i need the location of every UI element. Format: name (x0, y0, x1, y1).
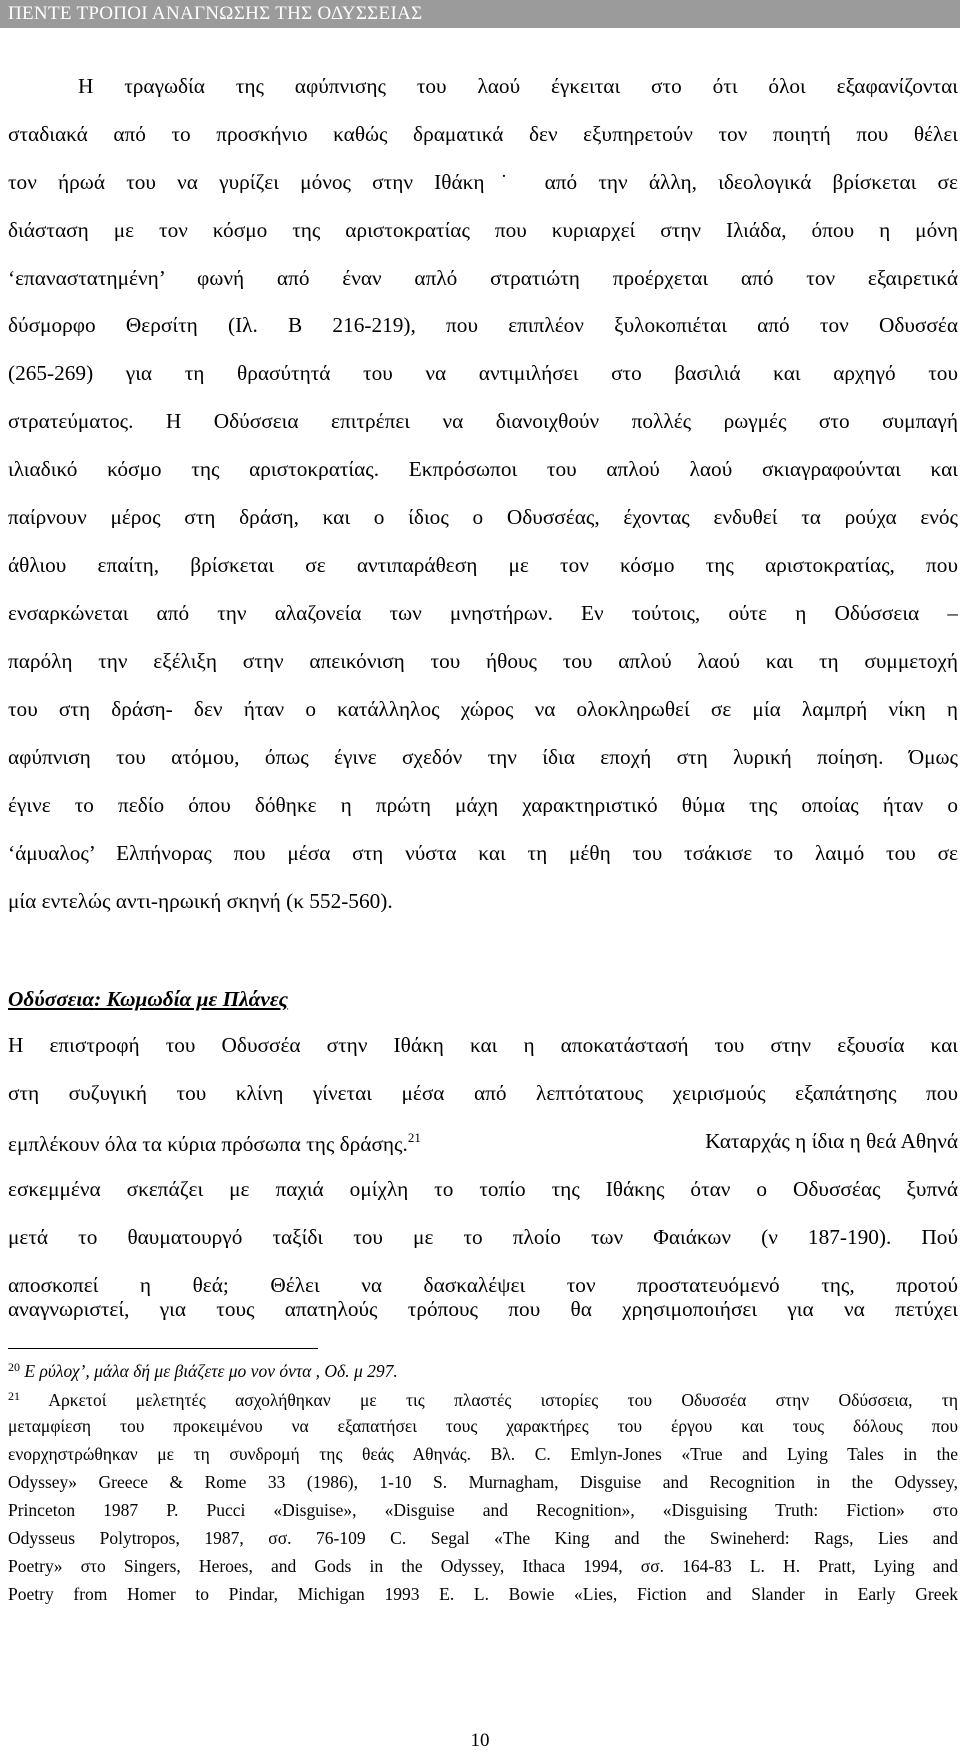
footnote-number: 21 (8, 1390, 20, 1403)
text-line: αφύπνιση του ατόμου, όπως έγινε σχεδόν την ίδια εποχή στη λυρική ποίηση. Όμως (8, 747, 958, 769)
text-line: μία εντελώς αντι-ηρωική σκηνή (κ 552-560). (8, 891, 393, 913)
section-heading-work: Οδύσσεια (8, 987, 95, 1011)
footnote-21-line: Poetry from Homer to Pindar, Michigan 1993 E. L. Bowie «Lies, Fiction and Slander in Early Greek (8, 1586, 958, 1604)
footnote-21-line: Odysseus Polytropos, 1987, σσ. 76-109 C. Segal «The King and the Swineherd: Rags, Lies and (8, 1530, 958, 1548)
text-line: έγινε το πεδίο όπου δόθηκε η πρώτη μάχη χαρακτηριστικό θύμα της οποίας ήταν ο (8, 795, 958, 817)
text-line: στη συζυγική του κλίνη γίνεται μέσα από λεπτότατους χειρισμούς εξαπάτησης που (8, 1083, 958, 1105)
footnote-21-line: μεταμφίεση του προκειμένου να εξαπατήσει τους χαρακτήρες του έργου και τους δόλους που (8, 1418, 958, 1436)
footnote-ref[interactable]: 21 (407, 1131, 421, 1145)
footnote-21-line: Odyssey» Greece & Rome 33 (1986), 1-10 S. Murnagham, Disguise and Recognition in the Odyssey, (8, 1474, 958, 1492)
section-heading-subtitle: : Κωμωδία με Πλάνες (94, 987, 289, 1011)
footnote-text: Ε ρύλοχ’, μάλα δή με βιάζετε μο νον όντα , Οδ. μ 297. (24, 1361, 398, 1381)
text-line (8, 1131, 958, 1155)
text-line: αναγνωριστεί, για τους απατηλούς τρόπους που θα χρησιμοποιήσει για να πετύχει (8, 1299, 958, 1321)
footnote-21-line: Poetry» στο Singers, Heroes, and Gods in the Odyssey, Ithaca 1994, σσ. 164-83 L. H. Pratt, Lying and (8, 1558, 958, 1576)
text-line: (265-269) για τη θρασύτητά του να αντιμιλήσει στο βασιλιά και αρχηγό του (8, 363, 958, 385)
text-fragment-b: Καταρχάς η ίδια η θεά Αθηνά (705, 1131, 958, 1153)
text-line: του στη δράση- δεν ήταν ο κατάλληλος χώρος να ολοκληρωθεί σε μία λαμπρή νίκη η (8, 699, 958, 721)
page-number: 10 (470, 1730, 490, 1751)
text-fragment-a: εμπλέκουν όλα τα κύρια πρόσωπα της δράσης. (8, 1132, 408, 1156)
running-title: ΠΕΝΤΕ ΤΡΟΠΟΙ ΑΝΑΓΝΩΣΗΣ ΤΗΣ ΟΔΥΣΣΕΙΑΣ (8, 3, 423, 24)
text-fragment (8, 1131, 421, 1155)
running-header (0, 0, 960, 28)
text-line: μετά το θαυματουργό ταξίδι του με το πλοίο των Φαιάκων (ν 187-190). Πού (8, 1227, 958, 1249)
footnote-text: Αρκετοί μελετητές ασχολήθηκαν με τις πλαστές ιστορίες του Οδυσσέα στην Οδύσσεια, τη (48, 1390, 958, 1410)
text-line: διάσταση με τον κόσμο της αριστοκρατίας που κυριαρχεί στην Ιλιάδα, όπου η μόνη (8, 220, 958, 242)
text-line: αποσκοπεί η θεά; Θέλει να δασκαλέψει τον προστατευόμενό της, προτού (8, 1275, 958, 1297)
text-line: Η τραγωδία της αφύπνισης του λαού έγκειται στο ότι όλοι εξαφανίζονται (78, 76, 958, 98)
text-line: εσκεμμένα σκεπάζει με παχιά ομίχλη το τοπίο της Ιθάκης όταν ο Οδυσσέας ξυπνά (8, 1179, 958, 1201)
footnote-separator (8, 1348, 318, 1349)
text-line: στρατεύματος. Η Οδύσσεια επιτρέπει να διανοιχθούν πολλές ρωγμές στο συμπαγή (8, 411, 958, 433)
text-line: παίρνουν μέρος στη δράση, και ο ίδιος ο Οδυσσέας, έχοντας ενδυθεί τα ρούχα ενός (8, 507, 958, 529)
footnote-20 (8, 1361, 958, 1381)
text-line: σταδιακά από το προσκήνιο καθώς δραματικά δεν εξυπηρετούν τον ποιητή που θέλει (8, 124, 958, 146)
text-line: ιλιαδικό κόσμο της αριστοκρατίας. Εκπρόσωποι του απλού λαού σκιαγραφούνται και (8, 459, 958, 481)
footnote-21-line (8, 1390, 958, 1410)
text-line: Η επιστροφή του Οδυσσέα στην Ιθάκη και η αποκατάστασή του στην εξουσία και (8, 1035, 958, 1057)
text-line: τον ήρωά του να γυρίζει μόνος στην Ιθάκη˙ από την άλλη, ιδεολογικά βρίσκεται σε (8, 172, 958, 194)
text-line: άθλιου επαίτη, βρίσκεται σε αντιπαράθεση με τον κόσμο της αριστοκρατίας, που (8, 555, 958, 577)
text-line: δύσμορφο Θερσίτη (Ιλ. Β 216-219), που επιπλέον ξυλοκοπιέται από τον Οδυσσέα (8, 315, 958, 337)
section-heading (8, 987, 288, 1012)
text-line: ‘άμυαλος’ Ελπήνορας που μέσα στη νύστα και τη μέθη του τσάκισε το λαιμό του σε (8, 843, 958, 865)
footnote-21-line: ενορχηστρώθηκαν με τη συνδρομή της θεάς Αθηνάς. Βλ. C. Emlyn-Jones «True and Lying Tales in the (8, 1446, 958, 1464)
text-line: ενσαρκώνεται από την αλαζονεία των μνηστήρων. Εν τούτοις, ούτε η Οδύσσεια – (8, 603, 958, 625)
footnote-number: 20 (8, 1361, 20, 1374)
text-line: παρόλη την εξέλιξη στην απεικόνιση του ήθους του απλού λαού και τη συμμετοχή (8, 651, 958, 673)
text-line: ‘επαναστατημένη’ φωνή από έναν απλό στρατιώτη προέρχεται από τον εξαιρετικά (8, 268, 958, 290)
footnote-21-line: Princeton 1987 P. Pucci «Disguise», «Disguise and Recognition», «Disguising Truth: Fiction» στο (8, 1502, 958, 1520)
